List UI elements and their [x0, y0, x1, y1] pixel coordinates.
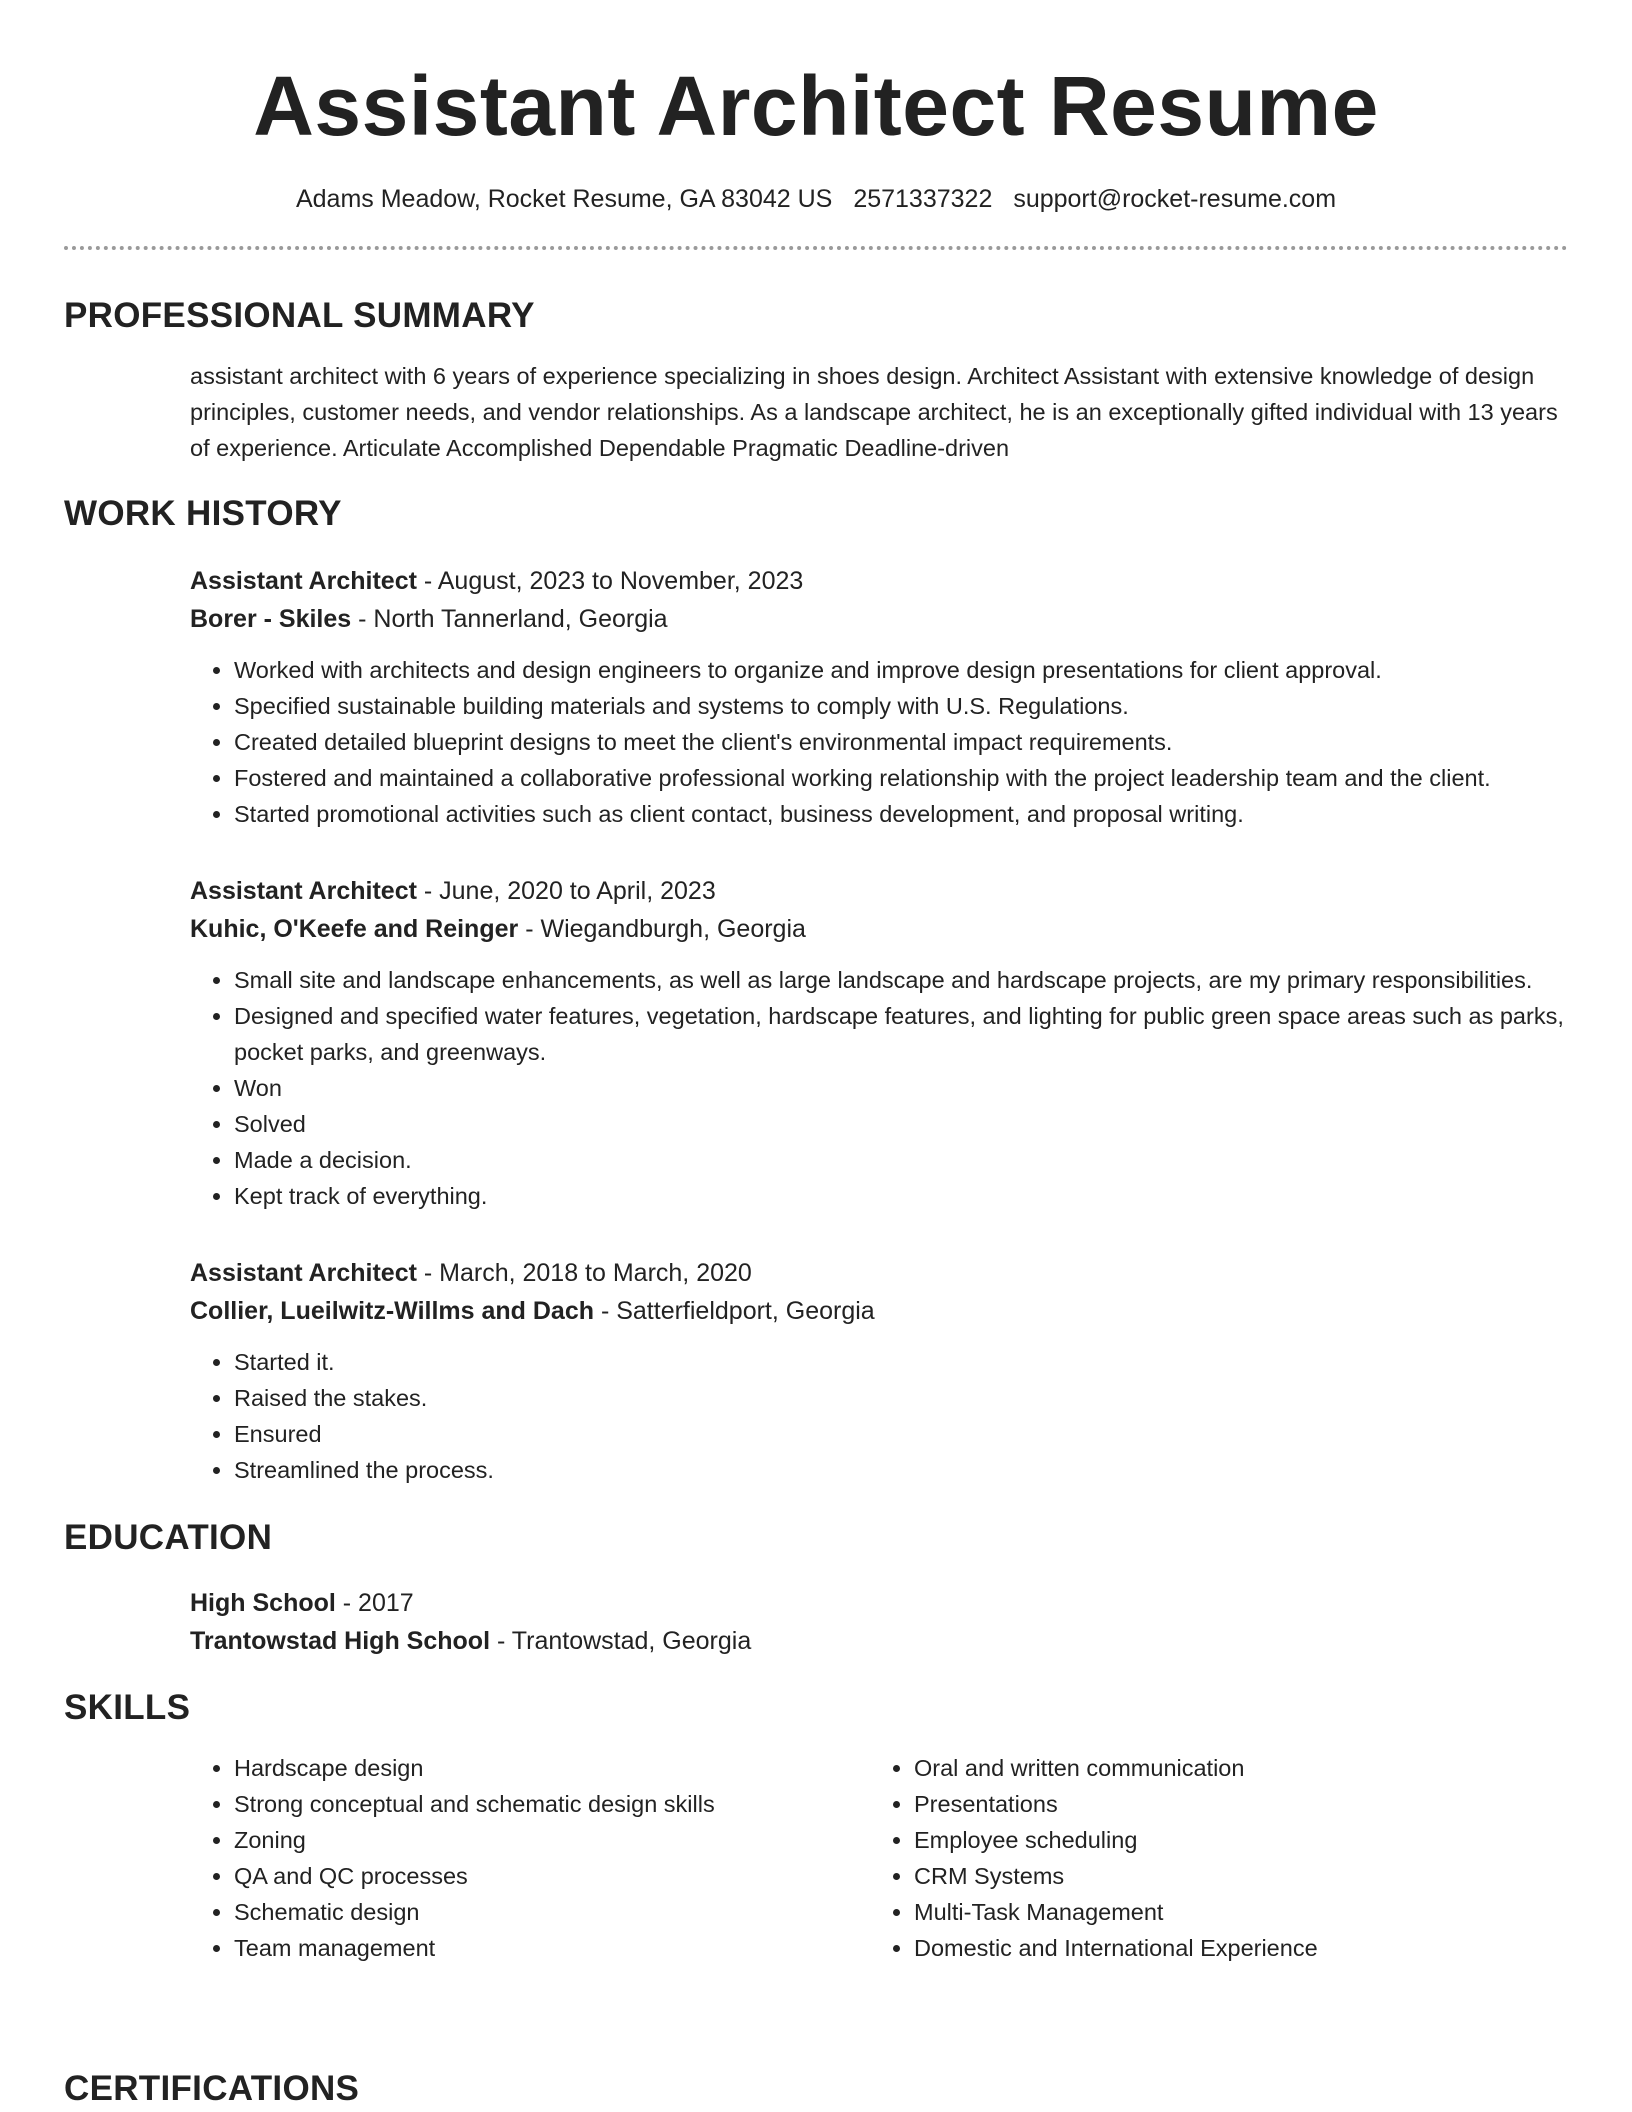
- skill-item: • Strong conceptual and schematic design skills: [234, 1786, 870, 1822]
- job-title: Assistant Architect: [190, 567, 417, 595]
- skill-item: • Domestic and International Experience: [914, 1930, 1550, 1966]
- education-degree: High School: [190, 1589, 336, 1617]
- job-bullet: • Fostered and maintained a collaborative professional working relationship with the project leadership team and the client.: [234, 760, 1568, 796]
- contact-line: [64, 182, 1568, 216]
- skills-heading: SKILLS: [64, 1688, 191, 1727]
- skill-item: • Employee scheduling: [914, 1822, 1550, 1858]
- job-bullet: • Won: [234, 1070, 1568, 1106]
- job-entry: [190, 1254, 1568, 1488]
- job-dates: - June, 2020 to April, 2023: [416, 877, 716, 905]
- skill-item: • Oral and written communication: [914, 1750, 1550, 1786]
- certifications-heading: CERTIFICATIONS: [64, 2069, 360, 2108]
- contact-email: support@rocket-resume.com: [1013, 185, 1337, 213]
- skills-list: [190, 1750, 1568, 1966]
- job-bullets: [190, 652, 1568, 832]
- resume-title: Assistant Architect Resume: [253, 59, 1379, 153]
- job-location: - Wiegandburgh, Georgia: [518, 915, 806, 943]
- job-title: Assistant Architect: [190, 877, 417, 905]
- skill-item: • Hardscape design: [234, 1750, 870, 1786]
- skill-item: • Multi-Task Management: [914, 1894, 1550, 1930]
- skills-bullets-right: [870, 1750, 1550, 1966]
- job-bullet: • Started promotional activities such as client contact, business development, and proposal writing.: [234, 796, 1568, 832]
- job-dates: - March, 2018 to March, 2020: [416, 1259, 752, 1287]
- job-location: - North Tannerland, Georgia: [351, 605, 668, 633]
- job-bullets: [190, 962, 1568, 1214]
- contact-address: Adams Meadow, Rocket Resume, GA 83042 US: [295, 185, 833, 213]
- education-heading: EDUCATION: [64, 1518, 273, 1557]
- job-bullet: • Ensured: [234, 1416, 1568, 1452]
- job-bullet: • Worked with architects and design engineers to organize and improve design presentations for client approval.: [234, 652, 1568, 688]
- header-divider: [64, 246, 1568, 250]
- education-entry: [190, 1584, 1568, 1660]
- job-bullet: • Raised the stakes.: [234, 1380, 1568, 1416]
- skills-bullets-left: [190, 1750, 870, 1966]
- job-title: Assistant Architect: [190, 1259, 417, 1287]
- job-bullet: • Made a decision.: [234, 1142, 1568, 1178]
- job-bullet: • Started it.: [234, 1344, 1568, 1380]
- job-bullet: • Designed and specified water features, vegetation, hardscape features, and lighting for public green space areas such as parks, pocket parks, and greenways.: [234, 998, 1568, 1070]
- job-entry: [190, 562, 1568, 832]
- education-location: - Trantowstad, Georgia: [490, 1627, 752, 1655]
- skills-column-right: [870, 1750, 1550, 1966]
- job-company: Borer - Skiles: [190, 605, 352, 633]
- education-school-line: [190, 1622, 1568, 1660]
- job-bullet: • Specified sustainable building materials and systems to comply with U.S. Regulations.: [234, 688, 1568, 724]
- job-bullets: [190, 1344, 1568, 1488]
- education-year: - 2017: [335, 1589, 414, 1617]
- summary-text: assistant architect with 6 years of experience specializing in shoes design. Architect Assistant with extensive knowledge of design principles, customer needs, and vendor relationships. As a landscape architect, he is an exceptionally gifted individual with 13 years of experience. Articulate Accomplished Dependable Pragmatic Deadline-driven: [190, 363, 1558, 461]
- skills-column-left: [190, 1750, 870, 1966]
- contact-phone: 2571337322: [853, 185, 993, 213]
- job-company: Kuhic, O'Keefe and Reinger: [190, 915, 519, 943]
- education-school: Trantowstad High School: [190, 1627, 491, 1655]
- job-company-line: [190, 910, 1568, 948]
- job-location: - Satterfieldport, Georgia: [594, 1297, 875, 1325]
- skill-item: • Zoning: [234, 1822, 870, 1858]
- skill-item: • CRM Systems: [914, 1858, 1550, 1894]
- education-degree-line: [190, 1584, 1568, 1622]
- job-title-line: [190, 562, 1568, 600]
- job-bullet: • Streamlined the process.: [234, 1452, 1568, 1488]
- job-title-line: [190, 1254, 1568, 1292]
- job-company-line: [190, 1292, 1568, 1330]
- skill-item: • Presentations: [914, 1786, 1550, 1822]
- job-company: Collier, Lueilwitz-Willms and Dach: [190, 1297, 595, 1325]
- job-bullet: • Kept track of everything.: [234, 1178, 1568, 1214]
- job-bullet: • Created detailed blueprint designs to meet the client's environmental impact requirements.: [234, 724, 1568, 760]
- job-bullet: • Solved: [234, 1106, 1568, 1142]
- job-entry: [190, 872, 1568, 1214]
- job-title-line: [190, 872, 1568, 910]
- skill-item: • Team management: [234, 1930, 870, 1966]
- summary-heading: PROFESSIONAL SUMMARY: [64, 296, 535, 335]
- resume-page: [64, 0, 1568, 2108]
- skill-item: • QA and QC processes: [234, 1858, 870, 1894]
- work-history-heading: WORK HISTORY: [64, 494, 342, 533]
- job-bullet: • Small site and landscape enhancements, as well as large landscape and hardscape projects, are my primary responsibilities.: [234, 962, 1568, 998]
- job-company-line: [190, 600, 1568, 638]
- job-dates: - August, 2023 to November, 2023: [416, 567, 804, 595]
- skill-item: • Schematic design: [234, 1894, 870, 1930]
